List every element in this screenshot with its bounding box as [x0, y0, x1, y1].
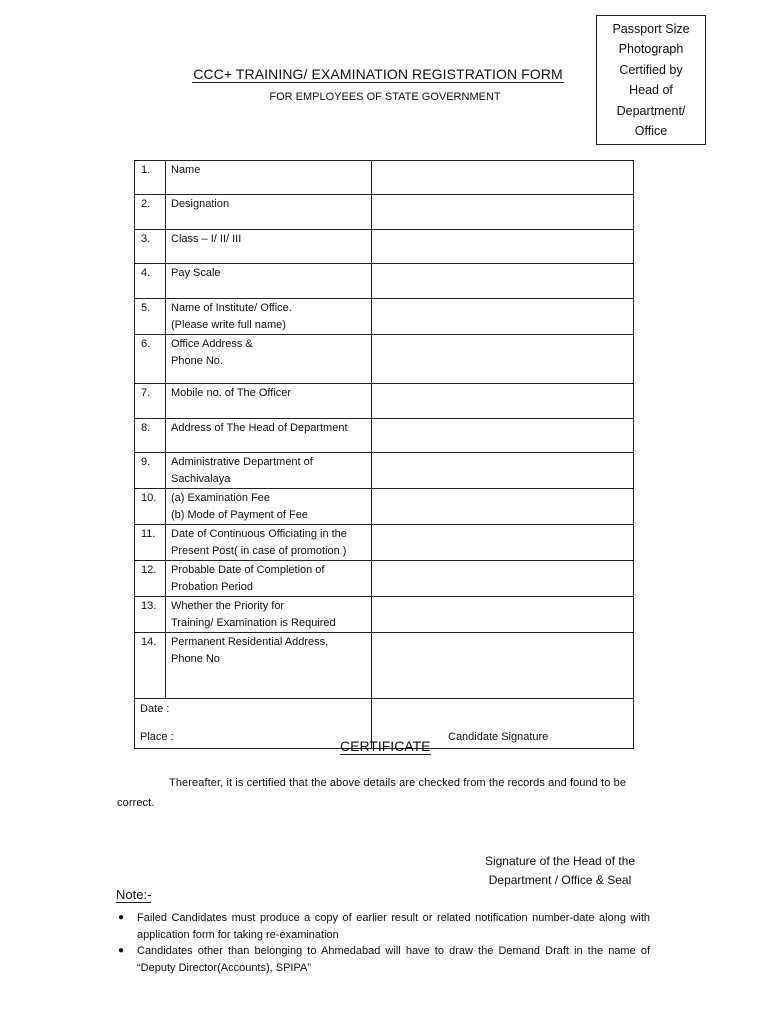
- row-value-field[interactable]: [372, 299, 634, 335]
- row-number: 4.: [135, 264, 166, 299]
- form-row: [135, 384, 634, 419]
- form-row: [135, 264, 634, 299]
- row-value-field[interactable]: [372, 161, 634, 195]
- head-signature-line: Department / Office & Seal: [488, 873, 632, 887]
- row-number: 12.: [135, 561, 166, 597]
- head-signature-line: Signature of the Head of the: [484, 854, 636, 868]
- form-row: [135, 525, 634, 561]
- form-row: [135, 453, 634, 489]
- row-value-field[interactable]: [372, 264, 634, 299]
- row-value-field[interactable]: [372, 230, 634, 264]
- form-row: [135, 561, 634, 597]
- row-value-field[interactable]: [372, 419, 634, 453]
- row-number: 8.: [135, 419, 166, 453]
- candidate-signature-label: Candidate Signature: [448, 731, 549, 743]
- row-number: 13.: [135, 597, 166, 633]
- row-label: Designation: [166, 195, 372, 230]
- row-value-field[interactable]: [372, 195, 634, 230]
- row-number: 3.: [135, 230, 166, 264]
- form-row: [135, 195, 634, 230]
- row-number: 2.: [135, 195, 166, 230]
- row-label: Mobile no. of The Officer: [166, 384, 372, 419]
- row-label: Pay Scale: [166, 264, 372, 299]
- note-text: Failed Candidates must produce a copy of earlier result or related notification number-date along with application form for taking re-examination: [137, 912, 650, 941]
- notes-list: [116, 910, 650, 976]
- row-label: Probable Date of Completion of Probation Period: [166, 561, 372, 597]
- form-title: CCC+ TRAINING/ EXAMINATION REGISTRATION FORM: [193, 66, 563, 82]
- row-number: 11.: [135, 525, 166, 561]
- row-label: Name: [166, 161, 372, 195]
- date-label: Date :: [140, 703, 170, 715]
- row-value-field[interactable]: [372, 489, 634, 525]
- photo-box-line: Department/: [616, 103, 686, 118]
- form-row: [135, 489, 634, 525]
- form-row: [135, 230, 634, 264]
- row-number: 10.: [135, 489, 166, 525]
- photo-box-line: Passport Size: [612, 21, 690, 36]
- row-number: 5.: [135, 299, 166, 335]
- form-row: [135, 161, 634, 195]
- photo-box-line: Certified by: [619, 62, 683, 77]
- row-number: 14.: [135, 633, 166, 699]
- photo-box-line: Head of: [629, 83, 673, 97]
- row-number: 7.: [135, 384, 166, 419]
- form-row: [135, 597, 634, 633]
- row-value-field[interactable]: [372, 525, 634, 561]
- bullet-icon: ●: [118, 945, 125, 956]
- row-label: (a) Examination Fee (b) Mode of Payment of Fee: [166, 489, 372, 525]
- row-number: 9.: [135, 453, 166, 489]
- form-row: [135, 299, 634, 335]
- row-label: Administrative Department of Sachivalaya: [166, 453, 372, 489]
- row-value-field[interactable]: [372, 597, 634, 633]
- row-value-field[interactable]: [372, 561, 634, 597]
- row-label: Address of The Head of Department: [166, 419, 372, 453]
- note-title: Note:-: [116, 887, 152, 902]
- date-place-cell: [135, 699, 372, 749]
- row-number: 1.: [135, 161, 166, 195]
- note-item: [116, 943, 650, 976]
- photo-box-line: Photograph: [618, 42, 684, 56]
- place-label: Place :: [140, 731, 174, 743]
- form-title-wrap: [0, 66, 768, 83]
- form-row: [135, 633, 634, 699]
- head-signature-block: [470, 852, 650, 890]
- row-label: Permanent Residential Address, Phone No: [166, 633, 372, 699]
- row-number: 6.: [135, 335, 166, 384]
- row-value-field[interactable]: [372, 384, 634, 419]
- row-label: Class – I/ II/ III: [166, 230, 372, 264]
- bullet-icon: ●: [118, 912, 125, 923]
- row-label: Name of Institute/ Office. (Please write full name): [166, 299, 372, 335]
- certificate-title: CERTIFICATE: [340, 738, 431, 754]
- row-value-field[interactable]: [372, 633, 634, 699]
- note-text: Candidates other than belonging to Ahmedabad will have to draw the Demand Draft in the name of “Deputy Director(Accounts), SPIPA”: [137, 945, 650, 974]
- form-row: [135, 335, 634, 384]
- photo-box-line: Office: [634, 124, 668, 138]
- registration-table: [134, 160, 634, 749]
- row-label: Date of Continuous Officiating in the Present Post( in case of promotion ): [166, 525, 372, 561]
- form-row: [135, 419, 634, 453]
- note-item: [116, 910, 650, 943]
- row-value-field[interactable]: [372, 453, 634, 489]
- row-label: Office Address & Phone No.: [166, 335, 372, 384]
- row-label: Whether the Priority for Training/ Examination is Required: [166, 597, 372, 633]
- row-value-field[interactable]: [372, 335, 634, 384]
- form-subtitle: FOR EMPLOYEES OF STATE GOVERNMENT: [269, 91, 501, 103]
- certificate-text: Thereafter, it is certified that the above details are checked from the records and found to be correct.: [117, 777, 627, 809]
